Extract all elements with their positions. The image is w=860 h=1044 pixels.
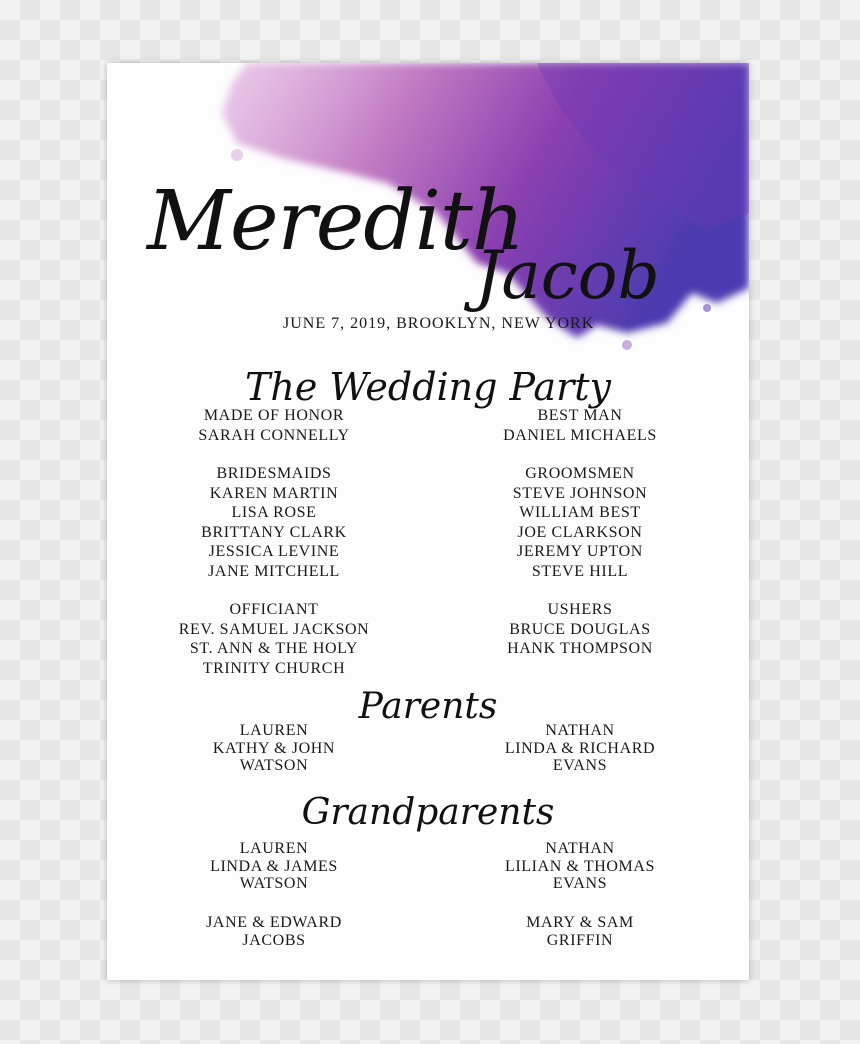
- groom-parents-block: [450, 722, 710, 775]
- event-date-location: JUNE 7, 2019, BROOKLYN, NEW YORK: [283, 315, 595, 332]
- person-name: NATHAN: [545, 840, 615, 857]
- person-name: WILLIAM BEST: [519, 504, 641, 521]
- maid-of-honor-block: [144, 406, 404, 445]
- person-name: LISA ROSE: [231, 504, 317, 521]
- person-name: JACOBS: [242, 931, 306, 949]
- bride-grandparents-block-1: [144, 840, 404, 893]
- grandparents-heading: Grandparents: [301, 792, 555, 833]
- role-label: GROOMSMEN: [525, 465, 635, 482]
- bride-name: Meredith: [147, 174, 524, 269]
- person-name: WATSON: [239, 875, 309, 892]
- person-name: SARAH CONNELLY: [198, 426, 350, 444]
- officiant-block: [144, 600, 404, 678]
- groomsmen-block: [450, 464, 710, 581]
- role-label: BRIDESMAIDS: [216, 465, 332, 482]
- person-name: EVANS: [552, 757, 608, 774]
- person-name: WATSON: [239, 757, 309, 774]
- person-name: EVANS: [552, 875, 608, 892]
- wedding-program-card: [107, 63, 749, 980]
- person-name: NATHAN: [545, 722, 615, 739]
- role-label: USHERS: [547, 601, 613, 618]
- bridesmaids-block: [144, 464, 404, 581]
- person-name: BRUCE DOUGLAS: [509, 620, 651, 638]
- person-name: GRIFFIN: [546, 931, 614, 949]
- wedding-party-heading: The Wedding Party: [245, 365, 611, 409]
- person-name: STEVE HILL: [531, 562, 629, 580]
- person-name: STEVE JOHNSON: [512, 484, 648, 502]
- person-name: KAREN MARTIN: [209, 484, 339, 502]
- person-name: DANIEL MICHAELS: [503, 426, 657, 444]
- person-name: LILIAN & THOMAS: [504, 857, 656, 875]
- groom-grandparents-block-2: [450, 914, 710, 949]
- person-name: LINDA & JAMES: [210, 857, 338, 875]
- best-man-block: [450, 406, 710, 445]
- venue-line: ST. ANN & THE HOLY: [189, 640, 359, 657]
- person-name: JESSICA LEVINE: [208, 543, 340, 560]
- bride-parents-block: [144, 722, 404, 775]
- parents-heading: Parents: [358, 686, 498, 727]
- role-label: BEST MAN: [537, 407, 623, 424]
- ushers-block: [450, 600, 710, 659]
- groom-name: Jacob: [475, 237, 660, 314]
- person-name: BRITTANY CLARK: [201, 523, 347, 541]
- person-name: LINDA & RICHARD: [504, 739, 656, 757]
- person-name: REV. SAMUEL JACKSON: [178, 620, 370, 638]
- person-name: HANK THOMPSON: [507, 640, 653, 657]
- role-label: MADE OF HONOR: [203, 407, 345, 424]
- bride-grandparents-block-2: [144, 914, 404, 949]
- groom-grandparents-block-1: [450, 840, 710, 893]
- person-name: JEREMY UPTON: [517, 543, 643, 560]
- person-name: LAUREN: [239, 840, 309, 857]
- person-name: LAUREN: [239, 722, 309, 739]
- person-name: JOE CLARKSON: [517, 523, 643, 541]
- person-name: JANE MITCHELL: [208, 562, 340, 580]
- person-name: KATHY & JOHN: [212, 739, 336, 757]
- venue-line: TRINITY CHURCH: [202, 659, 346, 677]
- role-label: OFFICIANT: [229, 601, 319, 618]
- person-name: MARY & SAM: [526, 914, 634, 931]
- person-name: JANE & EDWARD: [206, 914, 342, 931]
